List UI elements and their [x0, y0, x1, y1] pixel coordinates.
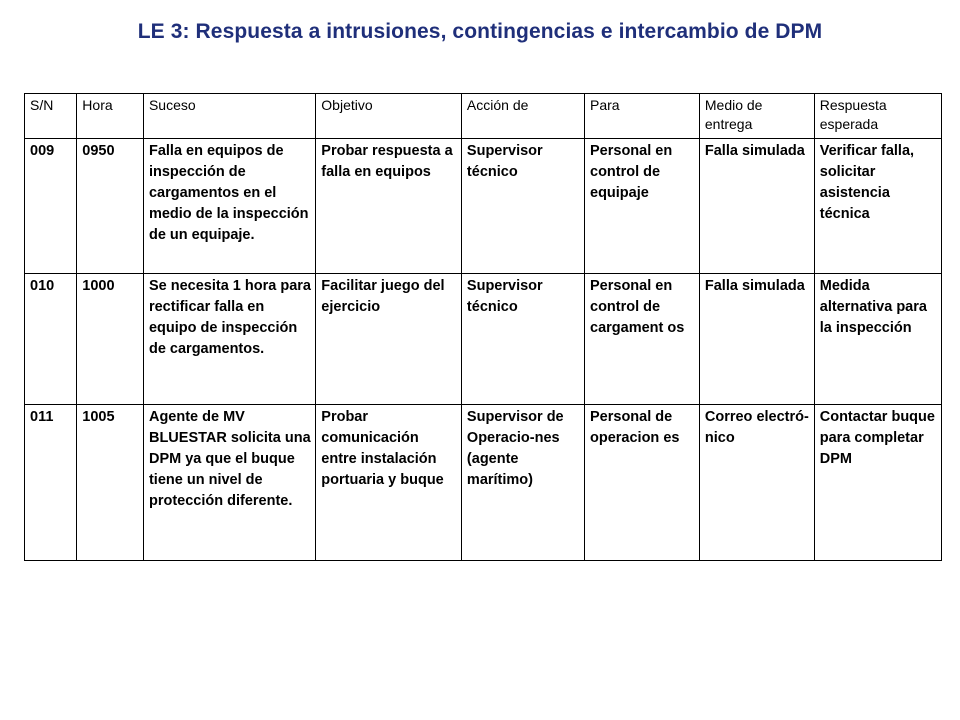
header-sn: S/N	[25, 94, 77, 139]
cell-objetivo: Probar respuesta a falla en equipos	[316, 139, 462, 274]
cell-medio: Falla simulada	[699, 139, 814, 274]
header-respuesta: Respuesta esperada	[814, 94, 941, 139]
cell-medio: Correo electró-nico	[699, 405, 814, 561]
cell-suceso: Falla en equipos de inspección de cargamentos en el medio de la inspección de un equipaje.	[143, 139, 315, 274]
cell-respuesta: Contactar buque para completar DPM	[814, 405, 941, 561]
cell-respuesta: Verificar falla, solicitar asistencia técnica	[814, 139, 941, 274]
cell-sn: 010	[25, 274, 77, 405]
cell-sn: 009	[25, 139, 77, 274]
header-hora: Hora	[77, 94, 144, 139]
cell-para: Personal en control de equipaje	[585, 139, 700, 274]
cell-para: Personal en control de cargament os	[585, 274, 700, 405]
header-accion: Acción de	[461, 94, 584, 139]
table-row	[25, 139, 942, 274]
cell-objetivo: Facilitar juego del ejercicio	[316, 274, 462, 405]
header-objetivo: Objetivo	[316, 94, 462, 139]
header-suceso: Suceso	[143, 94, 315, 139]
page-title: LE 3: Respuesta a intrusiones, contingencias e intercambio de DPM	[137, 20, 823, 43]
cell-suceso: Se necesita 1 hora para rectificar falla en equipo de inspección de cargamentos.	[143, 274, 315, 405]
cell-medio: Falla simulada	[699, 274, 814, 405]
cell-respuesta: Medida alternativa para la inspección	[814, 274, 941, 405]
header-para: Para	[585, 94, 700, 139]
cell-sn: 011	[25, 405, 77, 561]
cell-accion: Supervisor técnico	[461, 139, 584, 274]
cell-hora: 1000	[77, 274, 144, 405]
cell-accion: Supervisor de Operacio-nes (agente marítimo)	[461, 405, 584, 561]
table-header-row	[25, 94, 942, 139]
exercise-schedule-table	[24, 93, 942, 561]
cell-hora: 1005	[77, 405, 144, 561]
cell-accion: Supervisor técnico	[461, 274, 584, 405]
table-row	[25, 405, 942, 561]
cell-hora: 0950	[77, 139, 144, 274]
table-row	[25, 274, 942, 405]
cell-objetivo: Probar comunicación entre instalación portuaria y buque	[316, 405, 462, 561]
cell-para: Personal de operacion es	[585, 405, 700, 561]
cell-suceso: Agente de MV BLUESTAR solicita una DPM ya que el buque tiene un nivel de protección diferente.	[143, 405, 315, 561]
header-medio: Medio de entrega	[699, 94, 814, 139]
